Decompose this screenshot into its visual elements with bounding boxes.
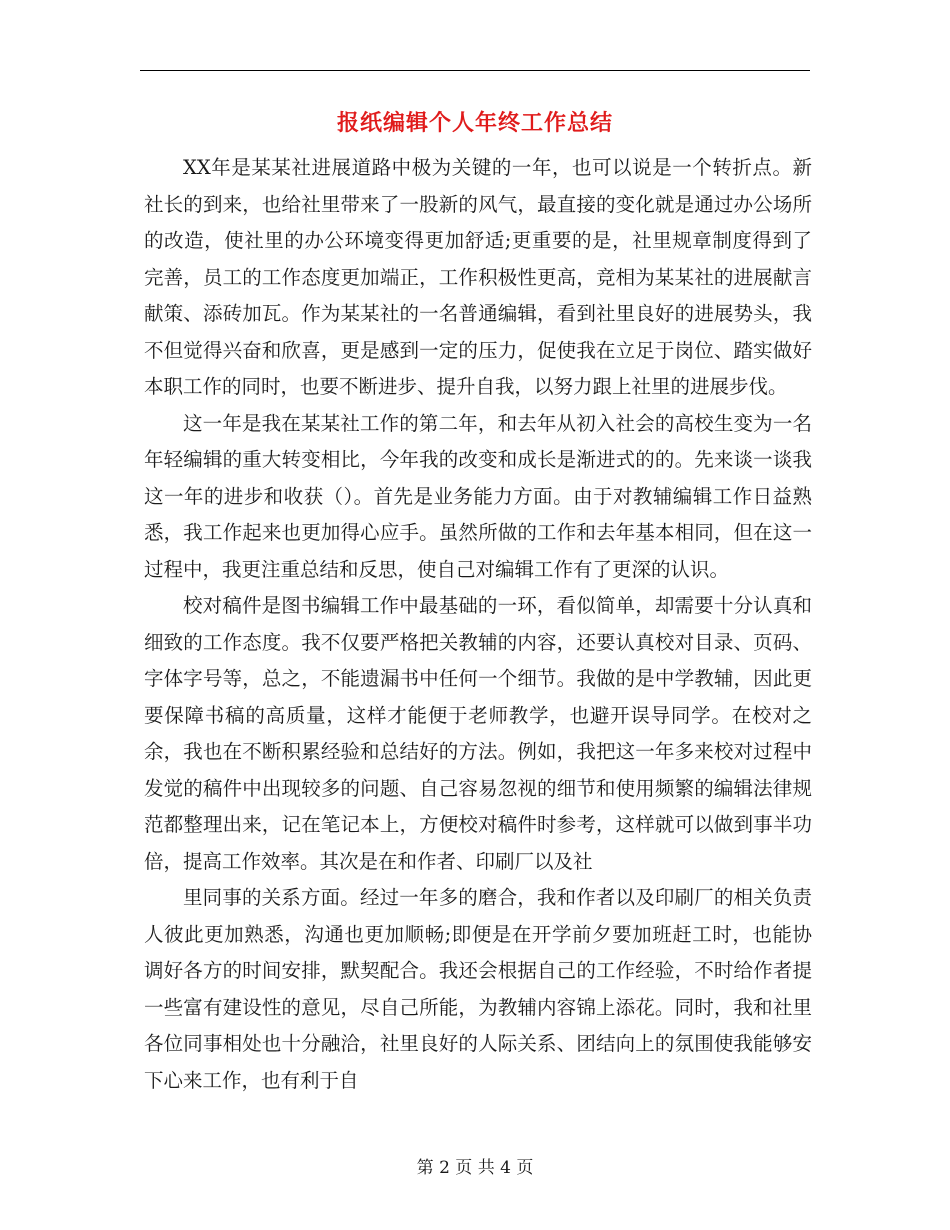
- document-title: 报纸编辑个人年终工作总结: [336, 111, 613, 136]
- page-footer: [0, 1153, 950, 1178]
- header-rule: [140, 70, 810, 71]
- paragraph-1: XX年是某某社进展道路中极为关键的一年，也可以说是一个转折点。新社长的到来，也给社里带来了一股新的风气，最直接的变化就是通过办公场所的改造，使社里的办公环境变得更加舒适;更重要的是，社里规章制度得到了完善，员工的工作态度更加端正，工作积极性更高，竞相为某某社的进展献言献策、添砖加瓦。作为某某社的一名普通编辑，看到社里良好的进展势头，我不但觉得兴奋和欣喜，更是感到一定的压力，促使我在立足于岗位、踏实做好本职工作的同时，也要不断进步、提升自我，以努力跟上社里的进展步伐。: [144, 156, 812, 398]
- paragraph-4: 里同事的关系方面。经过一年多的磨合，我和作者以及印刷厂的相关负责人彼此更加熟悉，沟通也更加顺畅;即便是在开学前夕要加班赶工时，也能协调好各方的时间安排，默契配合。我还会根据自己的工作经验，不时给作者提一些富有建设性的意见，尽自己所能，为教辅内容锦上添花。同时，我和社里各位同事相处也十分融洽，社里良好的人际关系、团结向上的氛围使我能够安下心来工作，也有利于自: [144, 886, 812, 1092]
- document-body: [144, 150, 812, 1099]
- paragraph-3: 校对稿件是图书编辑工作中最基础的一环，看似简单，却需要十分认真和细致的工作态度。我不仅要严格把关教辅的内容，还要认真校对目录、页码、字体字号等，总之，不能遗漏书中任何一个细节。我做的是中学教辅，因此更要保障书稿的高质量，这样才能便于老师教学，也避开误导同学。在校对之余，我也在不断积累经验和总结好的方法。例如，我把这一年多来校对过程中发觉的稿件中出现较多的问题、自己容易忽视的细节和使用频繁的编辑法律规范都整理出来，记在笔记本上，方便校对稿件时参考，这样就可以做到事半功倍，提高工作效率。其次是在和作者、印刷厂以及社: [144, 594, 812, 873]
- page-number: 第 2 页 共 4 页: [416, 1158, 534, 1178]
- paragraph-2: 这一年是我在某某社工作的第二年，和去年从初入社会的高校生变为一名年轻编辑的重大转变相比，今年我的改变和成长是渐进式的的。先来谈一谈我这一年的进步和收获（）。首先是业务能力方面。由于对教辅编辑工作日益熟悉，我工作起来也更加得心应手。虽然所做的工作和去年基本相同，但在这一过程中，我更注重总结和反思，使自己对编辑工作有了更深的认识。: [144, 411, 812, 581]
